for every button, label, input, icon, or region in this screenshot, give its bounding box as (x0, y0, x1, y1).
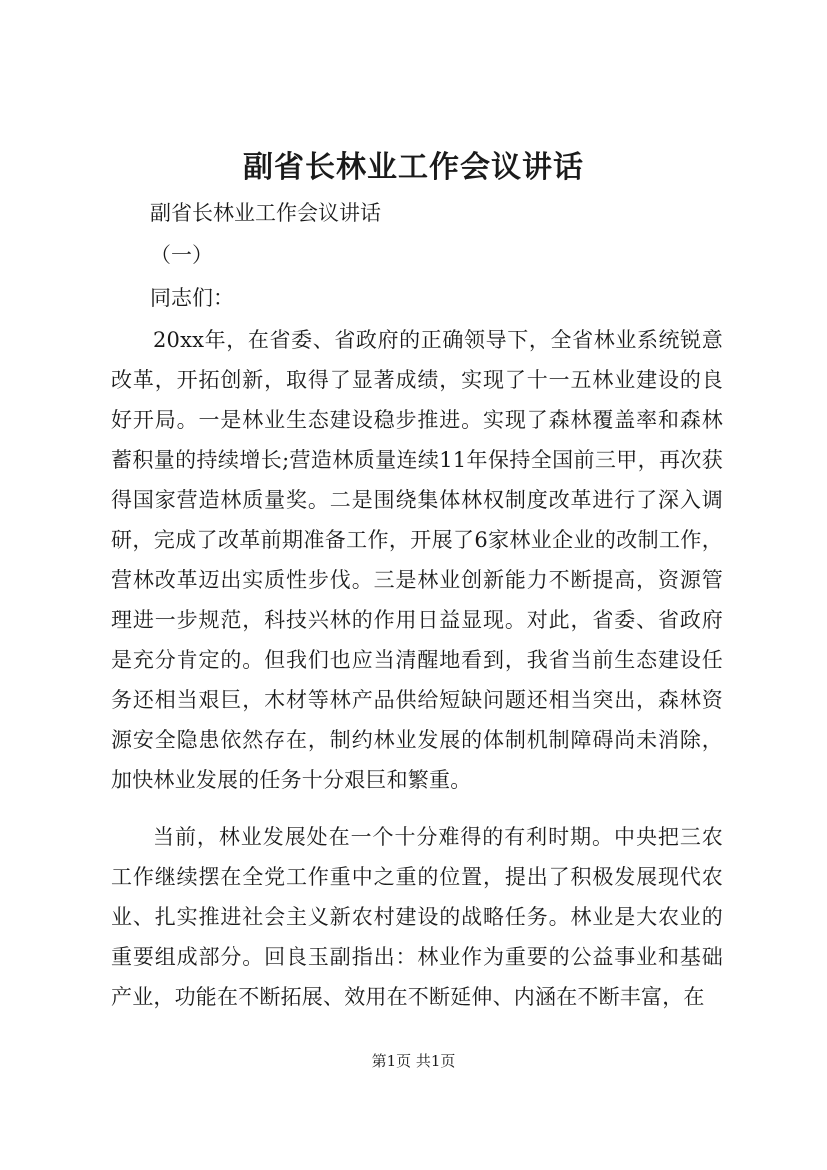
paragraph-1: 20xx年，在省委、省政府的正确领导下，全省林业系统锐意改革，开拓创新，取得了显著成绩，实现了十一五林业建设的良好开局。一是林业生态建设稳步推进。实现了森林覆盖率和森林蓄积量的持续增长;营造林质量连续11年保持全国前三甲，再次获得国家营造林质量奖。二是围绕集体林权制度改革进行了深入调研，完成了改革前期准备工作，开展了6家林业企业的改制工作，营林改革迈出实质性步伐。三是林业创新能力不断提高，资源管理进一步规范，科技兴林的作用日益显现。对此，省委、省政府是充分肯定的。但我们也应当清醒地看到，我省当前生态建设任务还相当艰巨，木材等林产品供给短缺问题还相当突出，森林资源安全隐患依然存在，制约林业发展的体制机制障碍尚未消除，加快林业发展的任务十分艰巨和繁重。 (111, 328, 723, 792)
document-subtitle: 副省长林业工作会议讲话 (150, 201, 381, 225)
section-marker: （一） (150, 243, 213, 267)
page-number-footer: 第1页 共1页 (371, 1052, 456, 1070)
salutation: 同志们： (150, 286, 234, 310)
document-title: 副省长林业工作会议讲话 (243, 150, 584, 185)
paragraph-2: 当前，林业发展处在一个十分难得的有利时期。中央把三农工作继续摆在全党工作重中之重的位置，提出了积极发展现代农业、扎实推进社会主义新农村建设的战略任务。林业是大农业的重要组成部分。回良玉副指出：林业作为重要的公益事业和基础产业，功能在不断拓展、效用在不断延伸、内涵在不断丰富，在 (111, 825, 723, 1009)
